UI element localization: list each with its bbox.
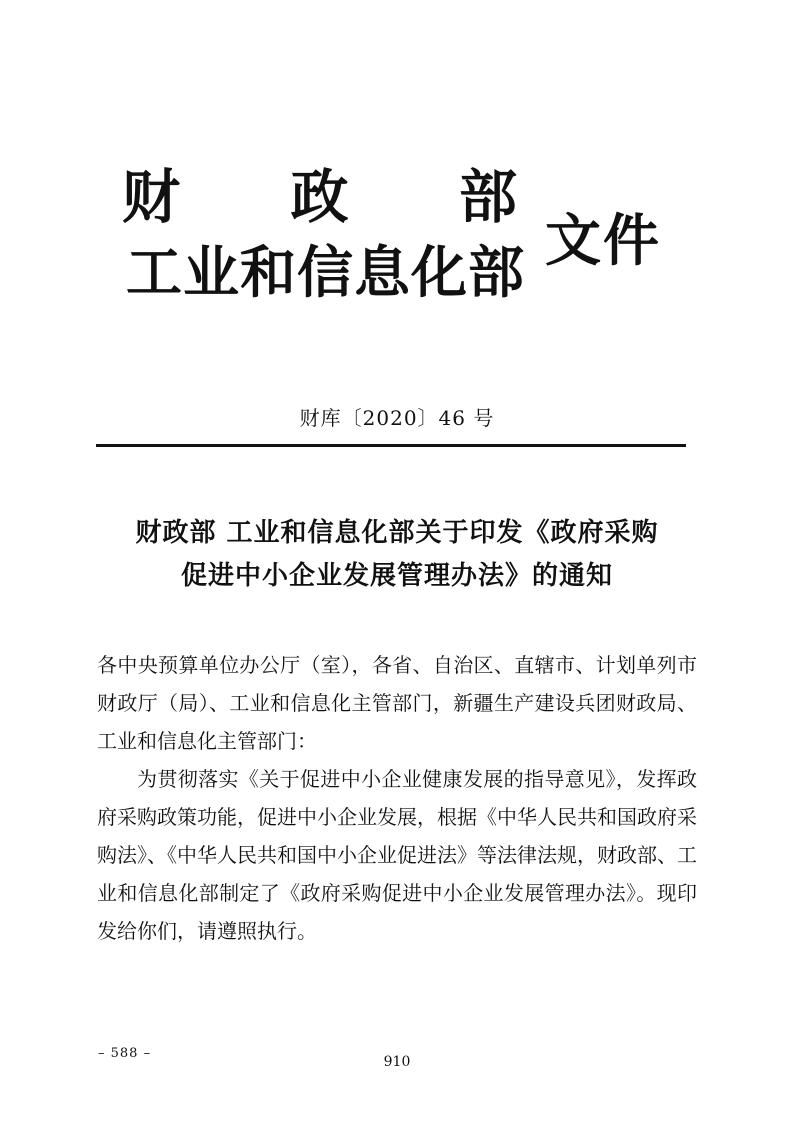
page-number: 910 xyxy=(383,1054,411,1070)
issuer-char: 政 xyxy=(290,163,349,231)
document-title-line-1: 财政部 工业和信息化部关于印发《政府采购 xyxy=(135,518,659,548)
addressees-paragraph: 各中央预算单位办公厅（室），各省、自治区、直辖市、计划单列市财政厅（局）、工业和信息化主管部门，新疆生产建设兵团财政局、工业和信息化主管部门： xyxy=(97,653,697,753)
document-title-line-2: 促进中小企业发展管理办法》的通知 xyxy=(180,561,613,591)
issuer-char: 财 xyxy=(122,163,181,231)
issuer-char: 部 xyxy=(458,163,517,231)
document-body xyxy=(97,646,697,950)
header-divider xyxy=(96,444,686,447)
original-page-number: – 588 – xyxy=(98,1046,152,1061)
document-number: 财库〔2020〕46 号 xyxy=(299,406,495,430)
issuer-line-ministry-of-finance xyxy=(122,163,517,231)
body-paragraph: 为贯彻落实《关于促进中小企业健康发展的指导意见》，发挥政府采购政策功能，促进中小企业发展，根据《中华人民共和国政府采购法》、《中华人民共和国中小企业促进法》等法律法规，财政部、工业和信息化部制定了《政府采购促进中小企业发展管理办法》。现印发给你们，请遵照执行。 xyxy=(97,767,697,943)
issuer-suffix-document: 文件 xyxy=(545,209,661,274)
issuer-line-miit: 工业和信息化部 xyxy=(126,241,525,306)
